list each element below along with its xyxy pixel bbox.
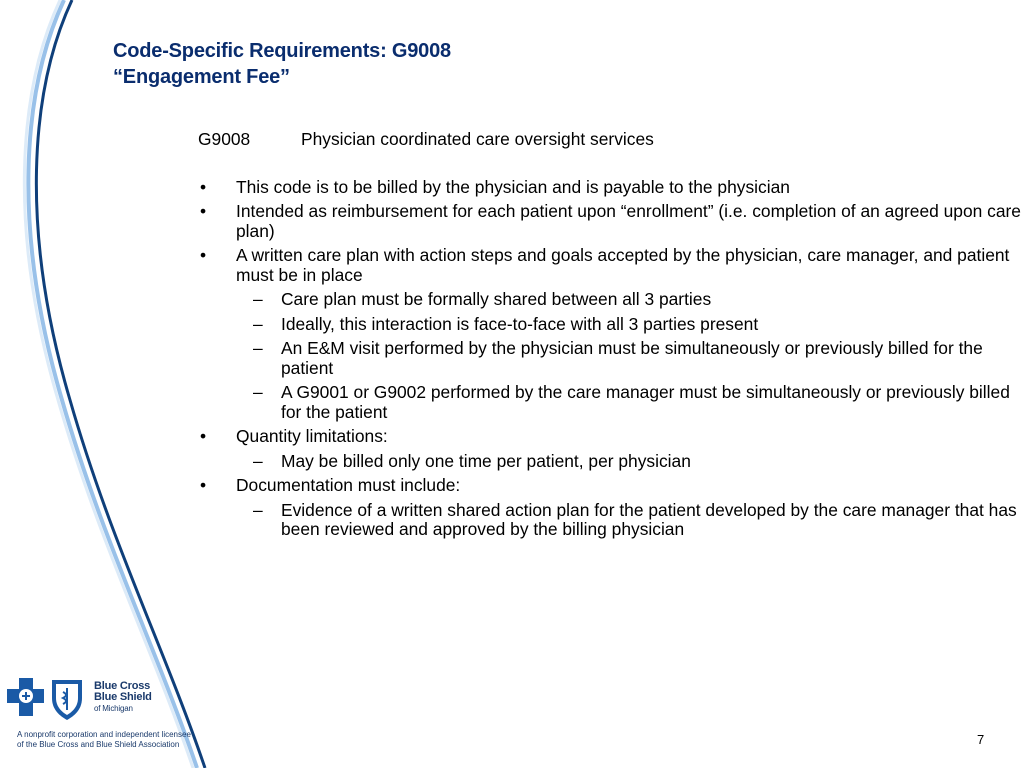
bullet-text: Documentation must include:: [236, 475, 461, 495]
logo-line-2: Blue Shield: [94, 691, 152, 703]
sub-bullet-text: Ideally, this interaction is face-to-face with all 3 parties present: [281, 313, 759, 334]
blue-shield-icon: [52, 680, 82, 720]
sub-bullet-item: [198, 290, 1024, 310]
bullet-mark: •: [200, 176, 207, 197]
logo-wordmark: [94, 681, 152, 715]
sub-bullet-item: [198, 452, 1024, 472]
logo-line-1: Blue Cross: [94, 680, 151, 692]
sub-bullet-mark: –: [253, 313, 263, 334]
bullet-item: [198, 476, 1024, 496]
bullet-mark: •: [200, 201, 207, 221]
sub-bullet-text: A G9001 or G9002 performed by the care manager must be simultaneously or previously billed for the patient: [281, 382, 1010, 422]
slide-content: [198, 130, 1024, 545]
bullet-item: [198, 246, 1024, 285]
slide-title: [113, 38, 451, 90]
code-definition: [198, 130, 1024, 150]
page-number: 7: [977, 732, 985, 747]
tagline-line-1: A nonprofit corporation and independent licensee: [17, 730, 191, 739]
sub-bullet-text: An E&M visit performed by the physician must be simultaneously or previously billed for the patient: [281, 338, 983, 378]
sub-bullet-mark: –: [253, 338, 263, 358]
bullet-text: This code is to be billed by the physician and is payable to the physician: [236, 176, 790, 197]
sub-bullet-mark: –: [253, 450, 263, 471]
bullet-text: Intended as reimbursement for each patient upon “enrollment” (i.e. completion of an agreed upon care plan): [236, 201, 1021, 241]
sub-bullet-item: [198, 383, 1024, 422]
sub-bullet-text: Evidence of a written shared action plan for the patient developed by the care manager that has been reviewed and approved by the billing physician: [281, 499, 1017, 539]
sub-bullet-item: [198, 315, 1024, 335]
bullet-item: [198, 427, 1024, 447]
sub-bullet-text: May be billed only one time per patient, per physician: [281, 450, 691, 471]
title-line-2: “Engagement Fee”: [113, 66, 290, 88]
code-description: Physician coordinated care oversight services: [301, 129, 654, 149]
bullet-mark: •: [200, 245, 207, 265]
bullet-mark: •: [200, 475, 207, 495]
blue-cross-icon: [6, 678, 46, 718]
bullet-text: Quantity limitations:: [236, 426, 388, 446]
bullet-item: [198, 178, 1024, 198]
bullet-text: A written care plan with action steps and goals accepted by the physician, care manager, and patient must be in place: [236, 245, 1010, 285]
sub-bullet-mark: –: [253, 289, 263, 309]
bullet-item: [198, 202, 1024, 241]
sub-bullet-text: Care plan must be formally shared between all 3 parties: [281, 289, 712, 309]
footer-tagline: [17, 730, 191, 750]
title-line-1: Code-Specific Requirements: G9008: [113, 40, 451, 62]
sub-bullet-mark: –: [253, 382, 263, 402]
sub-bullet-item: [198, 339, 1024, 378]
bcbs-logo: [6, 676, 90, 722]
logo-line-3: of Michigan: [94, 704, 133, 713]
bullet-mark: •: [200, 426, 207, 446]
tagline-line-2: of the Blue Cross and Blue Shield Association: [17, 740, 180, 749]
sub-bullet-item: [198, 501, 1024, 540]
code-id: G9008: [198, 129, 251, 149]
sub-bullet-mark: –: [253, 499, 263, 520]
